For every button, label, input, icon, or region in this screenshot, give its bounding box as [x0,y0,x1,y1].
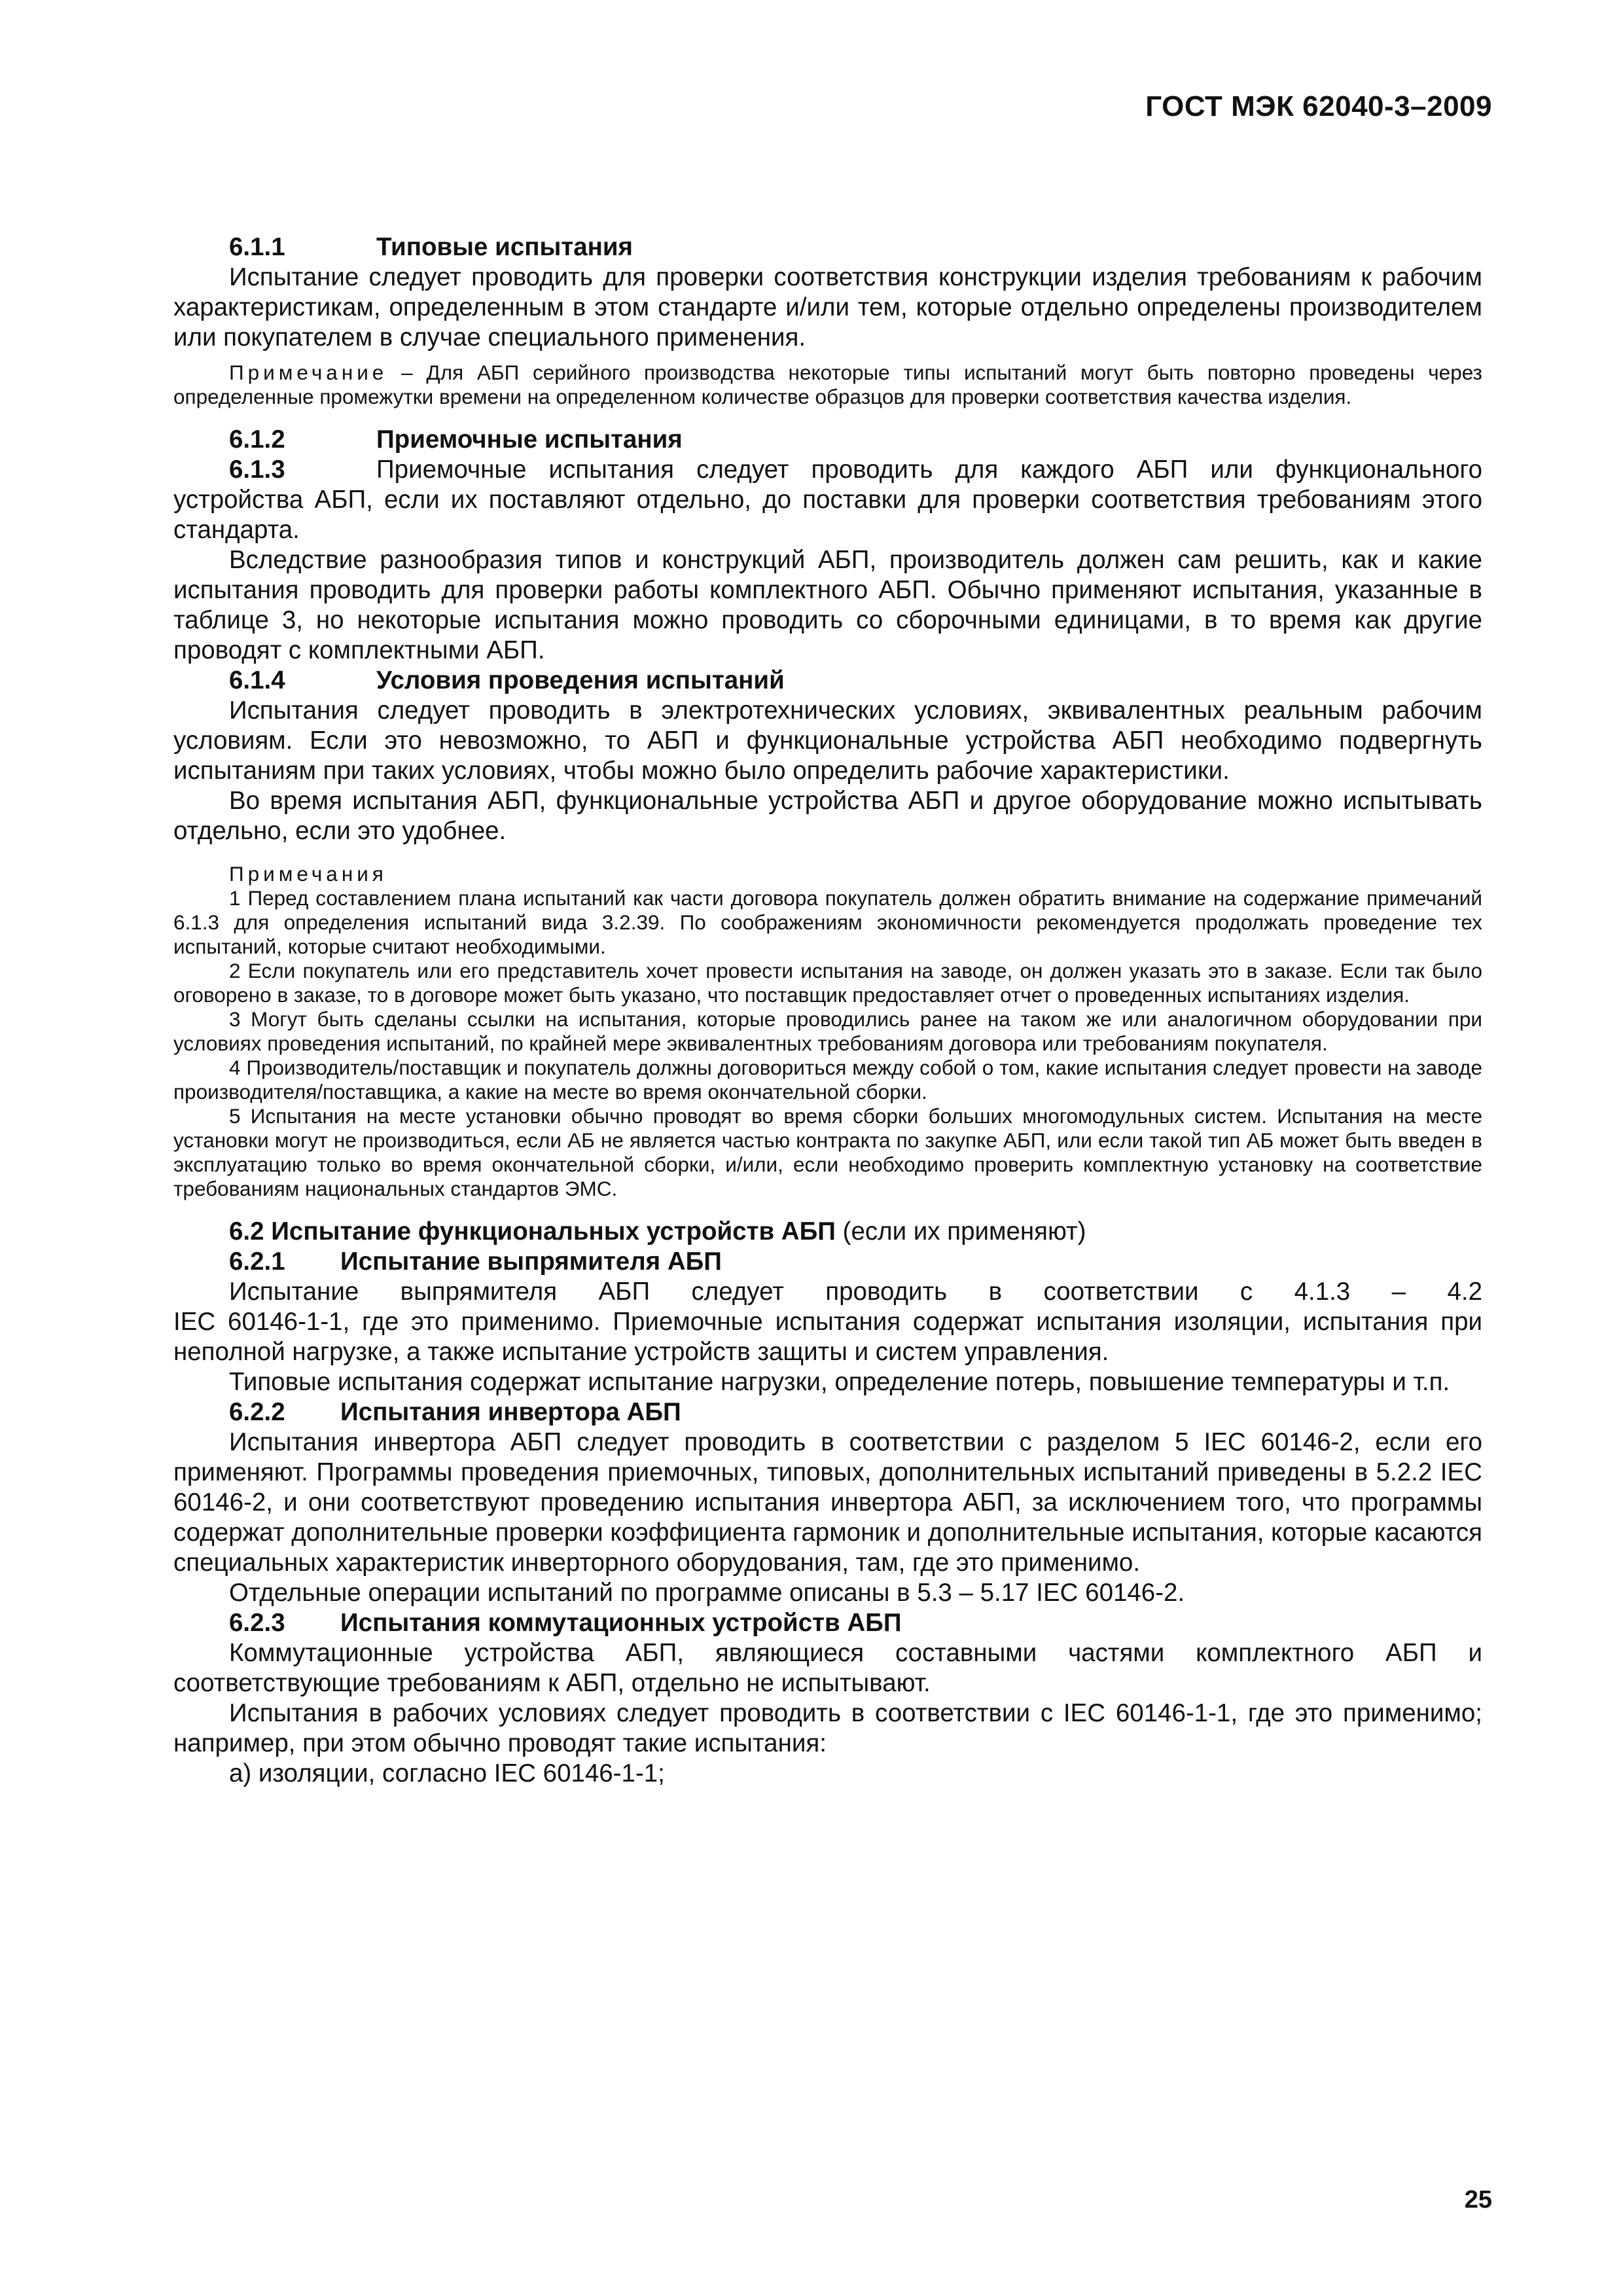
notes-label: Примечания [229,862,387,886]
section-6-2-3-text-2: Испытания в рабочих условиях следует проводить в соответствии с IEC 60146-1-1, где это применимо; например, при этом обычно проводят такие испытания: [173,1699,1482,1757]
section-title-suffix: (если их применяют) [835,1217,1086,1246]
section-title: Испытания коммутационных устройств АБП [340,1609,902,1637]
section-number: 6.2.3 [229,1609,285,1637]
section-6-2-heading [173,1217,1482,1247]
note-item: 5 Испытания на месте установки обычно проводят во время сборки больших многомодульных систем. Испытания на месте установки могут не производиться, если АБ не является частью контракта по закупке АБП, или если такой тип АБ может быть введен в эксплуатацию только во время окончательной сборки, и/или, если необходимо проверить комплектную установку на соответствие требованиям национальных стандартов ЭМС. [173,1104,1482,1200]
section-6-2-2-text: Испытания инвертора АБП следует проводить в соответствии с разделом 5 IEC 60146-2, если его применяют. Программы проведения приемочных, типовых, дополнительных испытаний приведены в 5.2.2 IEC 60146-2, и они соответствуют проведению испытания инвертора АБП, за исключением того, что программы содержат дополнительные проверки коэффициента гармоник и дополнительные испытания, которые касаются специальных характеристик инверторного оборудования, там, где это применимо. [173,1428,1482,1577]
section-number: 6.2 [229,1217,264,1246]
note-item: 3 Могут быть сделаны ссылки на испытания, которые проводились ранее на таком же или аналогичном оборудовании при условиях проведения испытаний, по крайней мере эквивалентных требованиям договора или требованиям покупателя. [173,1007,1482,1055]
section-6-2-1-heading [173,1247,1482,1277]
section-6-1-4-text-2: Во время испытания АБП, функциональные устройства АБП и другое оборудование можно испытывать отдельно, если это удобнее. [173,787,1482,845]
section-6-1-3-text-2: Вследствие разнообразия типов и конструкций АБП, производитель должен сам решить, как и какие испытания проводить для проверки работы комплектного АБП. Обычно применяют испытания, указанные в таблице 3, но некоторые испытания можно проводить со сборочными единицами, в то время как другие проводят с комплектными АБП. [173,546,1482,664]
section-6-1-4-heading [173,666,1482,696]
section-number: 6.1.2 [229,425,285,454]
section-title: Испытания инвертора АБП [340,1398,681,1426]
section-6-1-3-paragraph [173,455,1482,545]
section-title: Типовые испытания [376,233,633,261]
section-6-2-1-text: IEC 60146-1-1, где это применимо. Приемочные испытания содержат испытания изоляции, испытания при неполной нагрузке, а также испытание устройств защиты и систем управления. [173,1308,1482,1366]
section-6-2-3-heading [173,1608,1482,1638]
page-content [173,232,1482,1789]
section-6-2-1-line-1: Испытание выпрямителя АБП следует проводить в соответствии с 4.1.3 – 4.2 [229,1278,1482,1306]
note-label: Примечание [229,361,388,384]
section-6-2-1-text-2: Типовые испытания содержат испытание нагрузки, определение потерь, повышение температуры и т.п. [229,1368,1450,1396]
section-6-1-3-text: Приемочные испытания следует проводить для каждого АБП или функционального устройства АБП, если их поставляют отдельно, до поставки для проверки соответствия требованиям этого стандарта. [173,456,1482,544]
note-item: 1 Перед составлением плана испытаний как части договора покупатель должен обратить внимание на содержание примечаний 6.1.3 для определения испытаний вида 3.2.39. По соображениям экономичности рекомендуется продолжать проведение тех испытаний, которые считают необходимыми. [173,886,1482,958]
section-6-2-2-text-2: Отдельные операции испытаний по программе описаны в 5.3 – 5.17 IEC 60146-2. [229,1579,1185,1607]
section-6-1-4-text: Испытания следует проводить в электротехнических условиях, эквивалентных реальным рабочим условиям. Если это невозможно, то АБП и функциональные устройства АБП необходимо подвергнуть испытаниям при таких условиях, чтобы можно было определить рабочие характеристики. [173,696,1482,785]
section-6-1-1-note [173,361,1482,409]
note-item: 2 Если покупатель или его представитель хочет провести испытания на заводе, он должен указать это в заказе. Если так было оговорено в заказе, то в договоре может быть указано, что поставщик предоставляет отчет о проведенных испытаниях изделия. [173,959,1482,1007]
section-6-1-1-text: Испытание следует проводить для проверки соответствия конструкции изделия требованиям к рабочим характеристикам, определенным в этом стандарте и/или тем, которые отдельно определены производителем или покупателем в случае специального применения. [173,263,1482,351]
section-title: Испытание функциональных устройств АБП [271,1217,836,1246]
section-number: 6.2.2 [229,1398,285,1426]
section-title: Испытание выпрямителя АБП [340,1247,722,1276]
section-number: 6.1.1 [229,233,285,261]
section-6-1-2-heading [173,425,1482,455]
section-title: Условия проведения испытаний [376,666,785,694]
section-title: Приемочные испытания [376,425,683,454]
page-number: 25 [1464,2186,1492,2214]
note-text: – Для АБП серийного производства некоторые типы испытаний могут быть повторно проведены через определенные промежутки времени на определенном количестве образцов для проверки соответствия качества изделия. [173,361,1482,408]
section-number: 6.2.1 [229,1247,285,1276]
section-6-2-2-heading [173,1397,1482,1427]
section-6-2-3-text: Коммутационные устройства АБП, являющиеся составными частями комплектного АБП и соответствующие требованиям к АБП, отдельно не испытывают. [173,1639,1482,1697]
page-header-standard: ГОСТ МЭК 62040-3–2009 [1145,90,1492,122]
section-number: 6.1.3 [229,456,285,484]
section-6-1-1-heading [173,232,1482,262]
note-item: 4 Производитель/поставщик и покупатель должны договориться между собой о том, какие испытания следует провести на заводе производителя/поставщика, а какие на месте во время окончательной сборки. [173,1056,1482,1103]
list-item-a: а) изоляции, согласно IEC 60146-1-1; [229,1759,665,1787]
section-number: 6.1.4 [229,666,285,694]
